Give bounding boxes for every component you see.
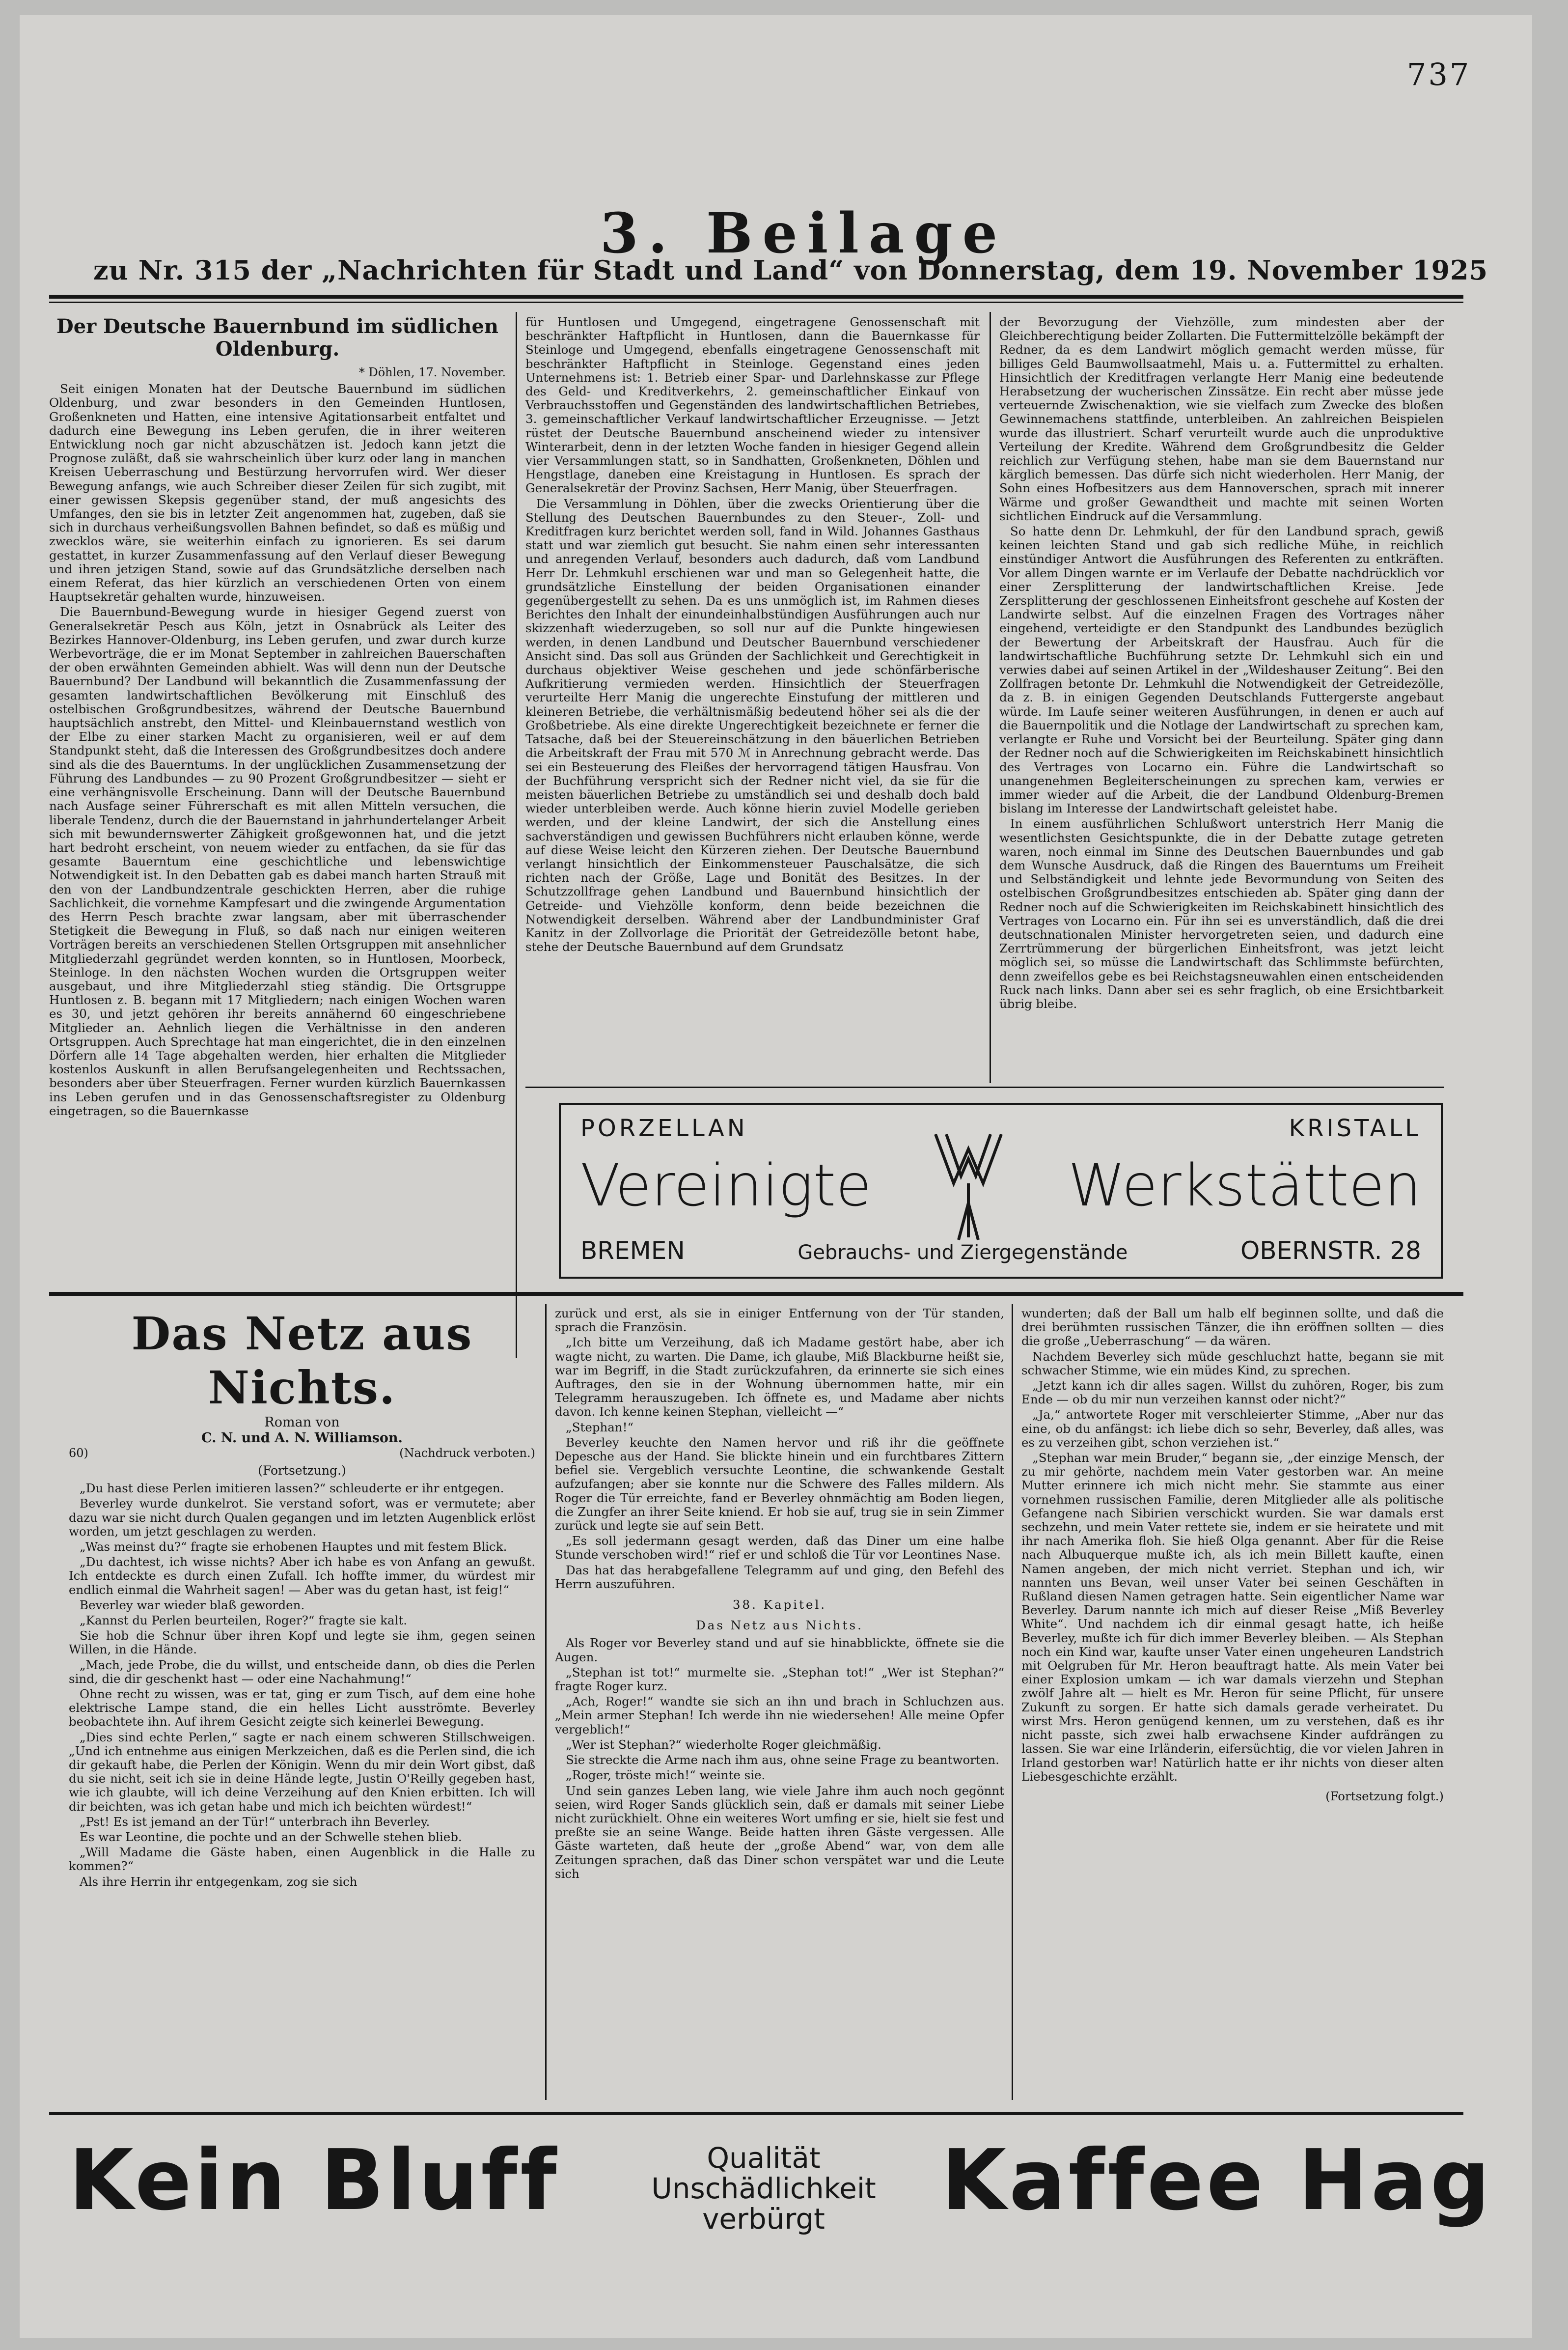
novel-paragraph: Es war Leontine, die pochte und an der Schwelle stehen blieb.: [80, 1830, 462, 1845]
article-headline: Der Deutsche Bauernbund im südlichen Oldenburg.: [56, 315, 498, 361]
novel-paragraph: „Dies sind echte Perlen,“ sagte er nach einem schweren Stillschweigen. „Und ich entnehme aus einigen Merkzeichen, daß es die Perlen sind, die ich dir gekauft habe, die Perlen der Königin. Wenn du mir dein Wort gibst, daß du sie nicht, seit ich sie in deine Hände legte, Justin O'Reilly gegeben hast, wie ich glaubte, will ich deine Verzeihung auf den Knien erbitten. Ich will dir beichten, was ich getan habe und mich ich beichten würdest!“: [69, 1730, 535, 1814]
article-paragraph: der Bevorzugung der Viehzölle, zum mindesten aber der Gleichberechtigung beider Zollarten. Die Futtermittelzölle bekämpft der Redner, da es dem Landwirt möglich gemacht werden müsse, für billiges Geld Baumwollsaatmehl, Mais u. a. Futtermittel zu erhalten. Hinsichtlich der Kreditfragen verlangte Herr Manig eine bedeutende Herabsetzung der wucherischen Zinssätze. Ein recht aber müsse jede verteuernde Zwischenaktion, wie sie vielfach zum Zwecke des bloßen Gewinnemachens stattfinde, unterbleiben. An zahlreichen Beispielen wurde das illustriert. Scharf verurteilt wurde auch die unproduktive Verteilung der Kredite. Während dem Großgrundbesitz die Gelder reichlich zur Verfügung stehen, habe man sie dem Bauernstand nur kärglich bemessen. Das dürfe sich nicht wiederholen. Herr Manig, der Sohn eines Hofbesitzers aus dem Hannoverschen, sprach mit innerer Wärme und großer Gewandtheit und machte mit seinen Worten sichtlichen Eindruck auf die Versammlung.: [999, 315, 1444, 523]
novel-authors: C. N. und A. N. Williamson.: [201, 1430, 403, 1446]
article-paragraph: Die Bauernbund-Bewegung wurde in hiesiger Gegend zuerst von Generalsekretär Pesch aus Köln, jetzt in Osnabrück als Leiter des Bezirkes Hannover-Oldenburg, ins Leben gerufen, und zwar durch kurze Werbevorträge, die er im Monat September in zahlreichen Bauerschaften der oben erwähnten Gemeinden abhielt. Was will denn nun der Deutsche Bauernbund? Der Landbund will bekanntlich die Zusammenfassung der gesamten landwirtschaftlichen Bevölkerung mit Einschluß des ostelbischen Großgrundbesitzes, während der Deutsche Bauernbund hauptsächlich anstrebt, den Mittel- und Kleinbauernstand westlich von der Elbe zu einer starken Macht zu organisieren, weil er auf dem Standpunkt steht, daß die Interessen des Großgrundbesitzes doch andere sind als die des Bauerntums. In der unglücklichen Zusammensetzung der Führung des Landbundes — zu 90 Prozent Großgrundbesitzer — sieht er eine verhängnisvolle Erscheinung. Dann will der Deutsche Bauernbund nach Ausfage seiner Führerschaft es mit allen Mitteln versuchen, die liberale Tendenz, durch die der Bauernstand in jahrhundertelanger Arbeit sich mit bewundernswerter Zähigkeit großgewonnen hat, und die jetzt hart bedroht erscheint, von neuem wieder zu entfachen, da sie für das gesamte Bauerntum eine geschichtliche und lebenswichtige Notwendigkeit ist. In den Debatten gab es dabei manch harten Strauß mit den von der Landbundzentrale geschickten Herren, aber die ruhige Sachlichkeit, die vornehme Kampfesart und die zwingende Argumentation des Herrn Pesch brachte zwar langsam, aber mit überraschender Stetigkeit die Bewegung in Fluß, so daß nach nur einigen weiteren Vorträgen bereits an verschiedenen Stellen Ortsgruppen mit ansehnlicher Mitgliederzahl gegründet werden konnten, so in Huntlosen, Moorbeck, Steinloge. In den nächsten Wochen wurden die Ortsgruppen weiter ausgebaut, und ihre Mitgliederzahl stieg ständig. Die Ortsgruppe Huntlosen z. B. begann mit 17 Mitgliedern; nach einigen Wochen waren es 30, und jetzt gehören ihr bereits annähernd 60 eingeschriebene Mitglieder an. Aehnlich liegen die Verhältnisse in den anderen Ortsgruppen. Auch Sprechtage hat man eingerichtet, die in den einzelnen Dörfern alle 14 Tage abgehalten werden, hier erhalten die Mitglieder kostenlos Auskunft in allen Berufsangelegenheiten und Rechtssachen, besonders aber über Steuerfragen. Ferner wurden kürzlich Bauernkassen ins Leben gerufen und in das Genossenschaftsregister zu Oldenburg eingetragen, so die Bauernkasse: [49, 605, 506, 1118]
ad-kaffee-hag: [69, 2132, 1493, 2235]
novel-subtitle: Roman von: [264, 1415, 340, 1430]
novel-title: Das Netz aus Nichts.: [131, 1307, 473, 1414]
column-rule: [516, 312, 517, 1358]
ad-claim-line: Unschädlichkeit: [651, 2172, 876, 2205]
column-rule: [990, 312, 991, 1083]
novel-paragraph: „Wer ist Stephan?“ wiederholte Roger gleichmäßig.: [566, 1737, 881, 1752]
issue-dateline: zu Nr. 315 der „Nachrichten für Stadt und Land“ von Donnerstag, dem 19. November 1925: [93, 254, 1488, 286]
supplement-title: 3. Beilage: [600, 201, 1008, 266]
ad-tagline: Gebrauchs- und Ziergegenstände: [798, 1241, 1128, 1264]
vw-monogram-logo: [932, 1129, 1005, 1242]
novel-installment-number: 60): [69, 1446, 88, 1460]
page-number: 737: [1407, 56, 1471, 92]
novel-meta-row: [69, 1446, 535, 1460]
column-rule: [545, 1304, 547, 2100]
newspaper-page: [20, 15, 1532, 2338]
novel-paragraph: „Will Madame die Gäste haben, einen Augenblick in die Halle zu kommen?“: [69, 1845, 535, 1874]
ad-claim-line: verbürgt: [702, 2202, 825, 2236]
novel-column-2: [555, 1307, 1004, 2098]
ad-kaffee-hag-brand: Kaffee Hag: [941, 2132, 1493, 2229]
ad-bottom-line: [580, 1236, 1421, 1265]
novel-paragraph: Beverley war wieder blaß geworden.: [80, 1597, 305, 1612]
novel-paragraph: Sie hob die Schnur über ihren Kopf und legte sie ihm, gegen seinen Willen, in die Hände.: [69, 1628, 535, 1657]
ad-kristall-label: KRISTALL: [1289, 1115, 1421, 1142]
article-paragraph: So hatte denn Dr. Lehmkuhl, der für den Landbund sprach, gewiß keinen leichten Stand und gab sich redliche Mühe, in reichlich einstündiger Antwort die Ausführungen des Referenten zu entkräften. Vor allem Dingen warnte er im Verlaufe der Debatte nachdrücklich vor einer Zersplitterung der landwirtschaftlichen Kreise. Jede Zersplitterung der geschlossenen Einheitsfront geschehe auf Kosten der Landwirte selbst. Auf die einzelnen Fragen des Vortrages näher eingehend, verteidigte er den Standpunkt des Landbundes bezüglich der Bewertung der Arbeitskraft der Hausfrau. Auch für die landwirtschaftliche Buchführung setzte Dr. Lehmkuhl sich ein und verwies dabei auf seinen Artikel in der „Wildeshauser Zeitung“. Bei den Zollfragen betonte Dr. Lehmkuhl die Notwendigkeit der Getreidezölle, da z. B. in einigen Gegenden Deutschlands Futtergerste angebaut würde. Im Laufe seiner weiteren Ausführungen, in denen er auch auf die Bauernpolitik und die Notlage der Landwirtschaft zu sprechen kam, verlangte er Ruhe und Vorsicht bei der Beurteilung. Später ging dann der Redner noch auf die Schwierigkeiten im Reichskabinett hinsichtlich des Vertrages von Locarno ein. Führe die Landwirtschaft so unangenehmen Begleiterscheinungen zu sprechen kam, verwies er immer wieder auf die Arbeit, die der Landbund Oldenburg-Bremen bislang im Interesse der Landwirtschaft geleistet habe.: [999, 524, 1444, 816]
article-column-3: [999, 315, 1444, 1082]
novel-paragraph: Beverley wurde dunkelrot. Sie verstand sofort, was er vermutete; aber dazu war sie nicht durch Qualen gegangen und im letzten Augenblick erlöst worden, um jetzt geschlagen zu werden.: [69, 1496, 535, 1539]
ad-kein-bluff: Kein Bluff: [69, 2132, 560, 2229]
novel-paragraph: „Stephan war mein Bruder,“ begann sie, „der einzige Mensch, der zu mir gehörte, nachdem mein Vater gestorben war. An meine Mutter erinnere ich mich nicht mehr. Sie stammte aus einer vornehmen russischen Familie, deren Mitglieder alle als politische Gefangene nach Sibirien verschickt wurden. Sie war damals erst sechzehn, und mein Vater rettete sie, indem er sie heiratete und mit ihr nach Amerika floh. Sie hieß Olga genannt. Aber für die Reise nach Albuquerque mußte ich, als ich mein Billett kaufte, einen Namen angeben, der mich nicht verriet. Stephan und ich, wir nannten uns Bevan, weil unser Vater bei seinen Geschäften in Rußland diesen Namen getragen hatte. Sein eigentlicher Name war Beverley. Darum nannte ich mich auf dieser Reise „Miß Beverley White“. Und nachdem ich dir einmal gesagt hatte, ich heiße Beverley, mußte ich für dich immer Beverley bleiben. — Als Stephan noch ein Kind war, kaufte unser Vater einen ungeheuren Landstrich mit Oelgruben für Mr. Heron beauftragt hatte. Als mein Vater bei einer Explosion umkam — ich war damals vierzehn und Stephan zwölf Jahre alt — hielt es Mr. Heron für seine Pflicht, für unsere Zukunft zu sorgen. Er hatte sich damals gerade verheiratet. Du wirst Mrs. Heron genügend kennen, um zu verstehen, daß es ihr nicht passte, sich zwei halb erwachsene Kinder aufdrängen zu lassen. Sie war eine Irländerin, eifersüchtig, die vor vielen Jahren in Irland gestorben war! Natürlich hatte er ihr nichts von dieser alten Liebesgeschichte erzählt.: [1021, 1451, 1444, 1784]
novel-paragraph: „Pst! Es ist jemand an der Tür!“ unterbrach ihn Beverley.: [80, 1814, 430, 1829]
novel-paragraph: zurück und erst, als sie in einiger Entfernung von der Tür standen, sprach die Französin.: [555, 1307, 1004, 1335]
novel-copyright: (Nachdruck verboten.): [399, 1446, 535, 1460]
novel-paragraph: „Was meinst du?“ fragte sie erhobenen Hauptes und mit festem Blick.: [80, 1539, 507, 1554]
article-paragraph: für Huntlosen und Umgegend, eingetragene Genossenschaft mit beschränkter Haftpflicht in Huntlosen, dann die Bauernkasse für Steinloge und Umgegend, ebenfalls eingetragene Genossenschaft mit beschränkter Haftpflicht in Steinloge. Gegenstand eines jeden Unternehmens ist: 1. Betrieb einer Spar- und Darlehnskasse zur Pflege des Geld- und Kreditverkehrs, 2. gemeinschaftlicher Einkauf von Verbrauchsstoffen und Gegenständen des landwirtschaftlichen Betriebes, 3. gemeinschaftlicher Verkauf landwirtschaftlicher Erzeugnisse. — Jetzt rüstet der Deutsche Bauernbund anscheinend wieder zu intensiver Winterarbeit, denn in der letzten Woche fanden in hiesiger Gegend allein vier Versammlungen statt, so in Sandhatten, Großenkneten, Döhlen und Hengstlage, daneben eine Kreistagung in Huntlosen. Es sprach der Generalsekretär der Provinz Sachsen, Herr Manig, über Steuerfragen.: [525, 315, 980, 496]
masthead-rule-thick: [49, 295, 1463, 299]
novel-paragraph: Beverley keuchte den Namen hervor und riß ihr die geöffnete Depesche aus der Hand. Sie blickte hinein und ein furchtbares Zittern befiel sie. Vergeblich versuchte Leontine, die schwankende Gestalt aufzufangen; aber sie konnte nur die Schwere des Falles mildern. Als Roger die Tür erreichte, fand er Beverley ohnmächtig am Boden liegen, die Zungfer an ihrer Seite kniend. Er hob sie auf, trug sie in sein Zimmer zurück und legte sie auf sein Bett.: [555, 1435, 1004, 1533]
ad-city: BREMEN: [580, 1236, 685, 1265]
novel-paragraph: „Jetzt kann ich dir alles sagen. Willst du zuhören, Roger, bis zum Ende — ob du mir nun verzeihen kannst oder nicht?“: [1021, 1378, 1444, 1407]
novel-paragraph: Als ihre Herrin ihr entgegenkam, zog sie sich: [80, 1874, 358, 1889]
ad-claim-line: Qualität: [707, 2141, 821, 2175]
ad-name-left: Vereinigte: [580, 1151, 872, 1219]
novel-paragraph: „Du dachtest, ich wisse nichts? Aber ich habe es von Anfang an gewußt. Ich entdeckte es durch einen Zufall. Ich hoffte immer, du würdest mir endlich einmal die Wahrheit sagen! — Aber was du getan hast, ist feig!“: [69, 1555, 535, 1597]
ad-porzellan-label: PORZELLAN: [580, 1115, 748, 1142]
novel-paragraph: Ohne recht zu wissen, was er tat, ging er zum Tisch, auf dem eine hohe elektrische Lampe stand, die ein helles Licht ausströmte. Beverley beobachtete ihn. Auf ihrem Gesicht zeigte sich keinerlei Bewegung.: [69, 1687, 535, 1729]
section-divider-thick: [49, 1292, 1463, 1296]
novel-paragraph: Als Roger vor Beverley stand und auf sie hinabblickte, öffnete sie die Augen.: [555, 1636, 1004, 1664]
article-paragraph: Seit einigen Monaten hat der Deutsche Bauernbund im südlichen Oldenburg, und zwar besonders in den Gemeinden Huntlosen, Großenkneten und Hatten, eine intensive Agitationsarbeit entfaltet und dadurch eine Bewegung ins Leben gerufen, die in ihrer weiteren Entwicklung noch gar nicht abzuschätzen ist. Jedoch kann jetzt die Prognose zuläßt, daß sie wahrscheinlich über kurz oder lang in manchen Kreisen Ueberraschung und Bestürzung hervorrufen wird. Wer dieser Bewegung anfangs, wie auch Schreiber dieser Zeilen für sich zugibt, mit einer gewissen Skepsis gegenüber stand, der muß angesichts des Umfanges, den sie bis in letzter Zeit angenommen hat, zugeben, daß sie sich in durchaus verheißungsvollen Bahnen befindet, so daß es müßig und zwecklos wäre, sie weiterhin einfach zu ignorieren. Es sei darum gestattet, in kurzer Zusammenfassung auf den Verlauf dieser Bewegung und ihren jetzigen Stand, sowie auf das Grundsätzliche derselben nach einem Referat, das hier kürzlich an verschiedenen Orten von einem Hauptsekretär gehalten wurde, hinzuweisen.: [49, 382, 506, 604]
masthead-rule-thin: [49, 302, 1463, 303]
article-column-1: [49, 315, 506, 1357]
ad-name-right: Werkstätten: [1068, 1151, 1421, 1219]
novel-paragraph: wunderten; daß der Ball um halb elf beginnen sollte, und daß die drei berühmten russischen Tänzer, die ihn eröffnen sollten — dies die große „Ueberraschung“ — da wären.: [1021, 1307, 1444, 1348]
article-dateline: * Döhlen, 17. November.: [358, 365, 506, 379]
novel-continuation: (Fortsetzung.): [258, 1463, 346, 1478]
novel-paragraph: „Ich bitte um Verzeihung, daß ich Madame gestört habe, aber ich wagte nicht, zu warten. Die Dame, ich glaube, Miß Blackburne heißt sie, war im Begriff, in die Stadt zurückzufahren, da erinnerte sie sich eines Auftrages, den sie in der Wohnung übernommen hatte, mir ein Telegramm herauszugeben. Ich öffnete es, und Madame aber nichts davon. Ich kenne keinen Stephan, vielleicht —“: [555, 1335, 1004, 1419]
to-be-continued: (Fortsetzung folgt.): [1325, 1789, 1444, 1803]
novel-column-3: [1021, 1307, 1444, 2098]
chapter-title: Das Netz aus Nichts.: [696, 1618, 863, 1633]
novel-paragraph: „Stephan ist tot!“ murmelte sie. „Stephan tot!“ „Wer ist Stephan?“ fragte Roger kurz.: [555, 1665, 1004, 1694]
novel-paragraph: „Roger, tröste mich!“ weinte sie.: [566, 1768, 766, 1783]
section-rule: [525, 1087, 1444, 1088]
article-paragraph: Die Versammlung in Döhlen, über die zwecks Orientierung über die Stellung des Deutschen Bauernbundes zu den Steuer-, Zoll- und Kreditfragen kurz berichtet werden soll, fand in Wild. Johannes Gasthaus statt und war ziemlich gut besucht. Sie nahm einen sehr interessanten und anregenden Verlauf, besonders auch dadurch, daß vom Landbund Herr Dr. Lehmkuhl erschienen war und man so Gelegenheit hatte, die grundsätzliche Einstellung der beiden Organisationen einander gegenübergestellt zu sehen. Da es uns unmöglich ist, im Rahmen dieses Berichtes den Inhalt der einundeinhalbstündigen Ausführungen auch nur skizzenhaft wiederzugeben, so soll nur auf die Punkte hingewiesen werden, in denen Landbund und Deutscher Bauernbund verschiedener Ansicht sind. Das soll aus Gründen der Sachlichkeit und Gerechtigkeit in durchaus objektiver Weise geschehen und jede schönfärberische Aufkritierung vermieden werden. Hinsichtlich der Steuerfragen verurteilte Herr Manig die ungerechte Einstufung der mittleren und kleineren Betriebe, die verhältnismäßig bedeutend höher sei als die der Großbetriebe. Als eine direkte Ungerechtigkeit bezeichnete er ferner die Tatsache, daß bei der Steuereinschätzung in den bäuerlichen Betrieben die Arbeitskraft der Frau mit 570 ℳ in Anrechnung gebracht werde. Das sei ein Besteuerung des Fleißes der hervorragend tätigen Hausfrau. Von der Buchführung verspricht sich der Redner nicht viel, da sie für die meisten bäuerlichen Betriebe zu umständlich sei und deshalb doch bald wieder unterbleiben werde. Auch könne hierin zuviel Modelle gerieben werden, und der kleine Landwirt, der sich die Anstellung eines sachverständigen und gewissen Buchführers nicht erlauben könne, werde auf diese Weise leicht den Kürzeren ziehen. Der Deutsche Bauernbund verlangt hinsichtlich der Einkommensteuer Pauschalsätze, die sich richten nach der Größe, Lage und Bonität des Besitzes. In der Schutzzollfrage gehen Landbund und Bauernbund hinsichtlich der Getreide- und Viehzölle konform, denn beide bezeichnen die Notwendigkeit derselben. Während aber der Landbundminister Graf Kanitz in der Zollvorlage die Priorität der Getreidezölle betont habe, stehe der Deutsche Bauernbund auf dem Grundsatz: [525, 496, 980, 954]
novel-paragraph: „Kannst du Perlen beurteilen, Roger?“ fragte sie kalt.: [80, 1613, 408, 1628]
column-rule: [1012, 1304, 1013, 2100]
novel-paragraph: „Du hast diese Perlen imitieren lassen?“ schleuderte er ihr entgegen.: [80, 1481, 504, 1496]
chapter-number: 38. Kapitel.: [732, 1597, 827, 1612]
novel-paragraph: Und sein ganzes Leben lang, wie viele Jahre ihm auch noch gegönnt seien, wird Roger Sands glücklich sein, daß er damals mit seiner Liebe nicht zurückhielt. Ohne ein weiteres Wort umfing er sie, hielt sie fest und preßte sie an seine Wange. Beide hatten ihren Gäste vergessen. Alle Gäste warteten, daß heute der „große Abend“ war, von dem alle Zeitungen sprachen, daß das Diner schon verspätet war und die Leute sich: [555, 1783, 1004, 1881]
article-column-2: [525, 315, 980, 1082]
ad-address: OBERNSTR. 28: [1240, 1236, 1421, 1265]
novel-paragraph: „Ach, Roger!“ wandte sie sich an ihn und brach in Schluchzen aus. „Mein armer Stephan! Ich werde ihn nie wiedersehen! Alle meine Opfer vergeblich!“: [555, 1694, 1004, 1736]
novel-paragraph: Sie streckte die Arme nach ihm aus, ohne seine Frage zu beantworten.: [566, 1753, 999, 1767]
novel-paragraph: Nachdem Beverley sich müde geschluchzt hatte, begann sie mit schwacher Stimme, wie ein müdes Kind, zu sprechen.: [1021, 1349, 1444, 1377]
novel-paragraph: „Ja,“ antwortete Roger mit verschleierter Stimme, „Aber nur das eine, ob du anfängst: ich liebe dich so sehr, Beverley, daß alles, was es zu verzeihen gibt, schon verziehen ist.“: [1021, 1407, 1444, 1450]
ad-divider-thick: [49, 2112, 1463, 2115]
novel-paragraph: „Mach, jede Probe, die du willst, und entscheide dann, ob dies die Perlen sind, die dir geschenkt hast — oder eine Nachahmung!“: [69, 1657, 535, 1686]
novel-column-1: [69, 1307, 535, 2098]
article-paragraph: In einem ausführlichen Schlußwort unterstrich Herr Manig die wesentlichsten Gesichtspunkte, die in der Debatte zutage getreten waren, noch einmal im Sinne des Deutschen Bauernbundes und gab dem Wunsche Ausdruck, daß die Ringen des Bauerntums um Freiheit und Selbständigkeit und lehnte jede Bevormundung von Seiten des ostelbischen Großgrundbesitzes entschieden ab. Später ging dann der Redner noch auf die Schwierigkeiten im Reichskabinett hinsichtlich des Vertrages von Locarno ein. Für ihn sei es unverständlich, daß die drei deutschnationalen Minister hervorgetreten seien, und dadurch eine Zerrtrümmerung der bürgerlichen Einheitsfront, was jetzt leicht möglich sei, so müsse die Landwirtschaft das Schlimmste befürchten, denn zweifellos gebe es bei Reichstagsneuwahlen einen entscheidenden Ruck nach links. Dann aber sei es sehr fraglich, ob eine Ersichtbarkeit übrig bleibe.: [999, 816, 1444, 1011]
novel-paragraph: „Stephan!“: [566, 1420, 634, 1434]
novel-paragraph: „Es soll jedermann gesagt werden, daß das Diner um eine halbe Stunde verschoben wird!“ rief er und schloß die Tür vor Leontines Nase.: [555, 1534, 1004, 1562]
novel-paragraph: Das hat das herabgefallene Telegramm auf und ging, den Befehl des Herrn auszuführen.: [555, 1563, 1004, 1591]
ad-vereinigte-werkstaetten: [559, 1103, 1443, 1279]
ad-claim: [611, 2143, 916, 2234]
